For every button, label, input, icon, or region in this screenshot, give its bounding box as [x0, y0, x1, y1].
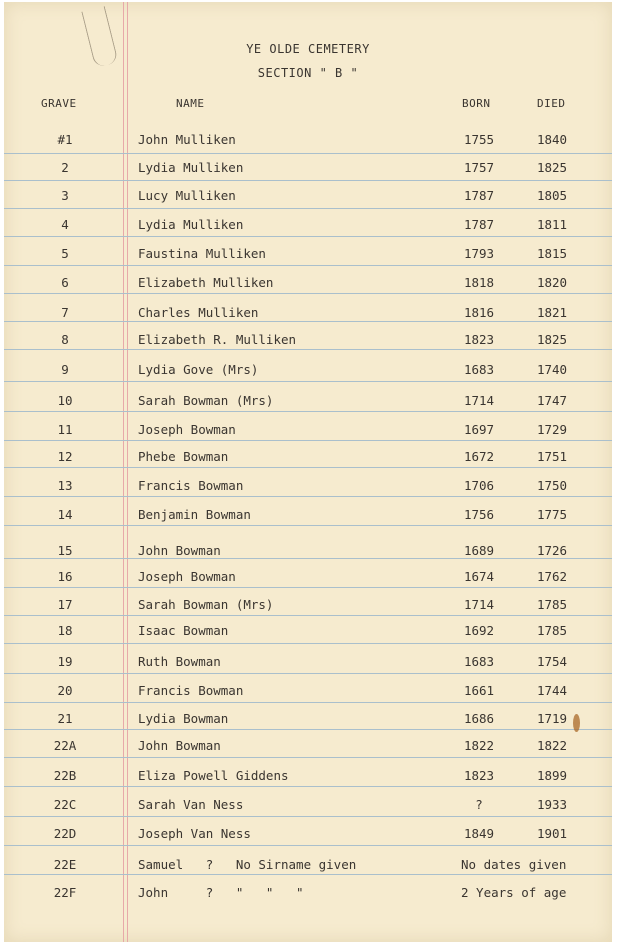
record-row — [4, 711, 612, 729]
record-row — [4, 275, 612, 293]
ruled-line — [4, 381, 612, 382]
birth-year: 1757 — [463, 160, 495, 175]
person-name: Sarah Bowman (Mrs) — [138, 597, 274, 612]
person-name: Joseph Bowman — [138, 569, 236, 584]
death-year: 1821 — [536, 305, 568, 320]
death-year: 1751 — [536, 449, 568, 464]
death-year: 1785 — [536, 597, 568, 612]
grave-number: 9 — [61, 362, 69, 377]
person-name: Lydia Gove (Mrs) — [138, 362, 259, 377]
record-row — [4, 738, 612, 756]
birth-year: 1661 — [463, 683, 495, 698]
person-name: Faustina Mulliken — [138, 246, 266, 261]
grave-number: 16 — [57, 569, 73, 584]
birth-year: ? — [475, 797, 483, 812]
birth-year: 1692 — [463, 623, 495, 638]
record-row — [4, 543, 612, 561]
birth-year: 1683 — [463, 362, 495, 377]
person-name: Sarah Bowman (Mrs) — [138, 393, 274, 408]
ruled-line — [4, 208, 612, 209]
person-name: Phebe Bowman — [138, 449, 229, 464]
ruled-line — [4, 845, 612, 846]
ruled-line — [4, 467, 612, 468]
record-row — [4, 623, 612, 641]
birth-year: 1674 — [463, 569, 495, 584]
person-name: Joseph Bowman — [138, 422, 236, 437]
record-row — [4, 857, 612, 875]
grave-number: 11 — [57, 422, 73, 437]
person-name: John Bowman — [138, 738, 221, 753]
record-row — [4, 683, 612, 701]
grave-number: 15 — [57, 543, 73, 558]
grave-number: 22D — [53, 826, 77, 841]
person-name: Charles Mulliken — [138, 305, 259, 320]
birth-year: 1689 — [463, 543, 495, 558]
birth-year: 1818 — [463, 275, 495, 290]
grave-number: 10 — [57, 393, 73, 408]
grave-number: 21 — [57, 711, 73, 726]
column-header-grave: GRAVE — [41, 97, 77, 110]
grave-number: 17 — [57, 597, 73, 612]
record-row — [4, 478, 612, 496]
grave-number: 2 — [61, 160, 69, 175]
record-row — [4, 217, 612, 235]
ruled-line — [4, 236, 612, 237]
ruled-line — [4, 293, 612, 294]
column-header-born: BORN — [462, 97, 491, 110]
column-header-died: DIED — [537, 97, 566, 110]
grave-number: 22C — [53, 797, 77, 812]
grave-number: 4 — [61, 217, 69, 232]
grave-number: 3 — [61, 188, 69, 203]
death-year: 1815 — [536, 246, 568, 261]
typed-ledger-page — [4, 2, 612, 942]
ruled-line — [4, 496, 612, 497]
ruled-line — [4, 411, 612, 412]
death-year: 1775 — [536, 507, 568, 522]
person-name: Samuel ? No Sirname given — [138, 857, 357, 872]
birth-year: 1697 — [463, 422, 495, 437]
person-name: John ? " " " — [138, 885, 304, 900]
person-name: Lydia Mulliken — [138, 217, 244, 232]
paper-clip-mark — [81, 6, 118, 68]
record-row — [4, 422, 612, 440]
person-name: Elizabeth Mulliken — [138, 275, 274, 290]
death-year: 1825 — [536, 332, 568, 347]
ruled-line — [4, 643, 612, 644]
ruled-line — [4, 587, 612, 588]
birth-year: 1714 — [463, 597, 495, 612]
person-name: John Mulliken — [138, 132, 236, 147]
birth-year: 1683 — [463, 654, 495, 669]
birth-year: 1787 — [463, 217, 495, 232]
record-row — [4, 569, 612, 587]
death-year: 1726 — [536, 543, 568, 558]
death-year: 1750 — [536, 478, 568, 493]
grave-number: 19 — [57, 654, 73, 669]
birth-year: 1793 — [463, 246, 495, 261]
record-note: 2 Years of age — [461, 885, 567, 900]
person-name: Ruth Bowman — [138, 654, 221, 669]
record-row — [4, 246, 612, 264]
death-year: 1740 — [536, 362, 568, 377]
death-year: 1820 — [536, 275, 568, 290]
column-header-name: NAME — [176, 97, 205, 110]
person-name: Eliza Powell Giddens — [138, 768, 289, 783]
birth-year: 1822 — [463, 738, 495, 753]
record-row — [4, 305, 612, 323]
person-name: Elizabeth R. Mulliken — [138, 332, 297, 347]
person-name: Joseph Van Ness — [138, 826, 251, 841]
birth-year: 1755 — [463, 132, 495, 147]
birth-year: 1823 — [463, 768, 495, 783]
person-name: Francis Bowman — [138, 478, 244, 493]
birth-year: 1787 — [463, 188, 495, 203]
record-row — [4, 885, 612, 903]
ruled-line — [4, 786, 612, 787]
person-name: Benjamin Bowman — [138, 507, 251, 522]
record-row — [4, 654, 612, 672]
ruled-line — [4, 729, 612, 730]
record-row — [4, 188, 612, 206]
ruled-line — [4, 615, 612, 616]
record-row — [4, 507, 612, 525]
person-name: Francis Bowman — [138, 683, 244, 698]
birth-year: 1756 — [463, 507, 495, 522]
birth-year: 1686 — [463, 711, 495, 726]
record-row — [4, 132, 612, 150]
birth-year: 1672 — [463, 449, 495, 464]
ruled-line — [4, 153, 612, 154]
ruled-line — [4, 673, 612, 674]
death-year: 1825 — [536, 160, 568, 175]
ruled-line — [4, 702, 612, 703]
grave-number: #1 — [57, 132, 73, 147]
grave-number: 6 — [61, 275, 69, 290]
ink-stain — [573, 714, 580, 732]
death-year: 1762 — [536, 569, 568, 584]
death-year: 1822 — [536, 738, 568, 753]
grave-number: 5 — [61, 246, 69, 261]
grave-number: 12 — [57, 449, 73, 464]
death-year: 1811 — [536, 217, 568, 232]
birth-year: 1849 — [463, 826, 495, 841]
record-note: No dates given — [461, 857, 567, 872]
ruled-line — [4, 440, 612, 441]
person-name: Lydia Bowman — [138, 711, 229, 726]
grave-number: 13 — [57, 478, 73, 493]
death-year: 1805 — [536, 188, 568, 203]
person-name: John Bowman — [138, 543, 221, 558]
ruled-line — [4, 180, 612, 181]
grave-number: 18 — [57, 623, 73, 638]
death-year: 1747 — [536, 393, 568, 408]
death-year: 1785 — [536, 623, 568, 638]
record-row — [4, 160, 612, 178]
grave-number: 22E — [53, 857, 77, 872]
person-name: Lucy Mulliken — [138, 188, 236, 203]
page-subtitle: SECTION " B " — [257, 66, 359, 80]
death-year: 1901 — [536, 826, 568, 841]
person-name: Sarah Van Ness — [138, 797, 244, 812]
page-title: YE OLDE CEMETERY — [246, 42, 370, 56]
birth-year: 1823 — [463, 332, 495, 347]
record-row — [4, 826, 612, 844]
birth-year: 1706 — [463, 478, 495, 493]
record-row — [4, 597, 612, 615]
death-year: 1719 — [536, 711, 568, 726]
death-year: 1729 — [536, 422, 568, 437]
grave-number: 22A — [53, 738, 77, 753]
grave-number: 8 — [61, 332, 69, 347]
record-row — [4, 393, 612, 411]
person-name: Isaac Bowman — [138, 623, 229, 638]
record-row — [4, 332, 612, 350]
birth-year: 1714 — [463, 393, 495, 408]
record-row — [4, 768, 612, 786]
ruled-line — [4, 816, 612, 817]
record-row — [4, 362, 612, 380]
grave-number: 7 — [61, 305, 69, 320]
ruled-line — [4, 757, 612, 758]
record-row — [4, 449, 612, 467]
ruled-line — [4, 525, 612, 526]
ruled-line — [4, 265, 612, 266]
death-year: 1754 — [536, 654, 568, 669]
grave-number: 22B — [53, 768, 77, 783]
birth-year: 1816 — [463, 305, 495, 320]
grave-number: 14 — [57, 507, 73, 522]
grave-number: 22F — [53, 885, 77, 900]
grave-number: 20 — [57, 683, 73, 698]
death-year: 1933 — [536, 797, 568, 812]
person-name: Lydia Mulliken — [138, 160, 244, 175]
death-year: 1744 — [536, 683, 568, 698]
record-row — [4, 797, 612, 815]
death-year: 1899 — [536, 768, 568, 783]
death-year: 1840 — [536, 132, 568, 147]
